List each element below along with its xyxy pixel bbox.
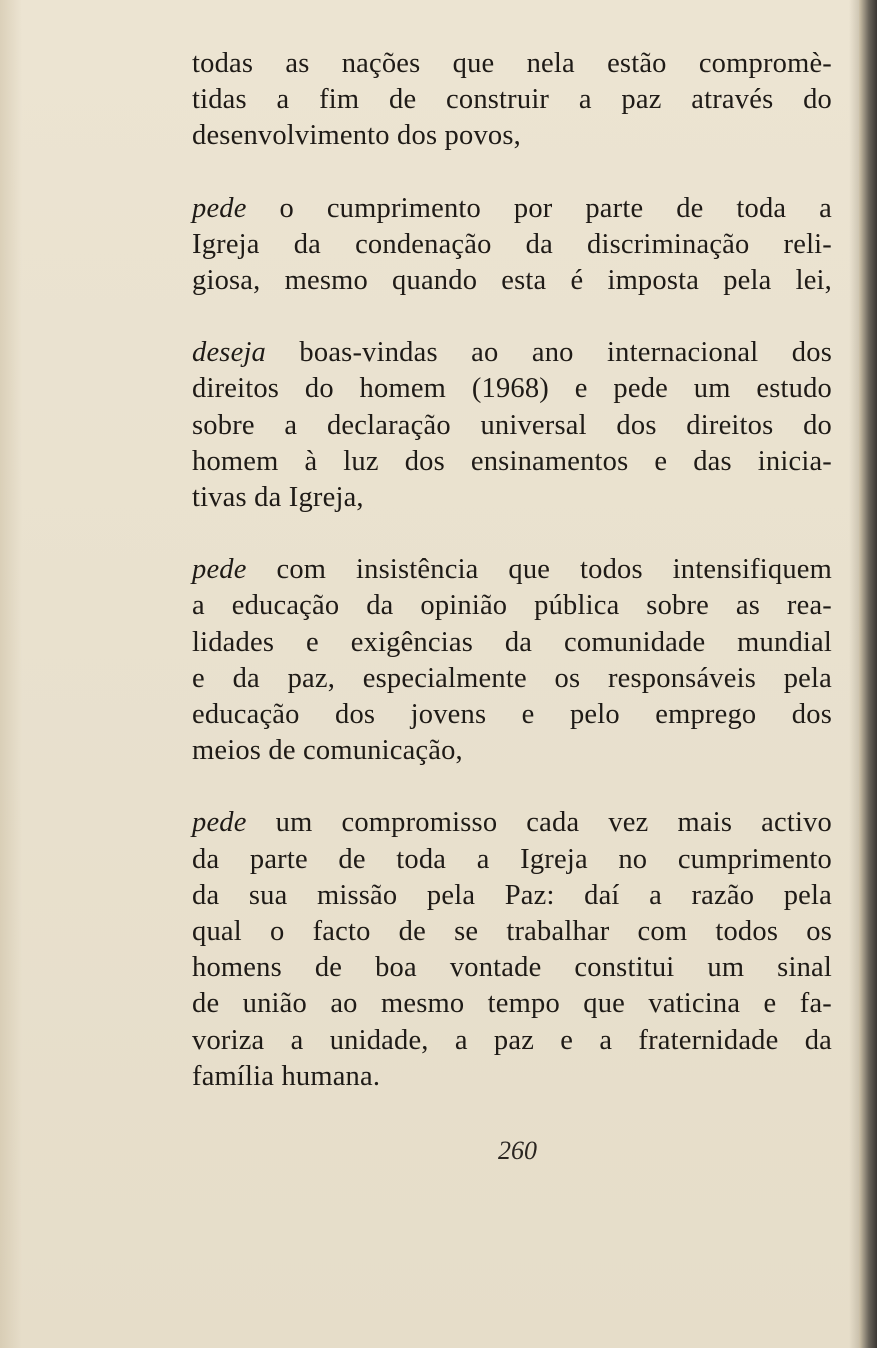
text-line: homem à luz dos ensinamentos e das inicia- [192,445,832,477]
text-line [192,335,832,371]
text-line [192,191,832,227]
lead-word: pede [192,807,247,839]
lead-word: deseja [192,337,267,369]
text-line: meios de comunicação, [192,735,463,767]
text-line: família humana. [192,1060,381,1092]
line-rest: um compromisso cada vez mais activo [275,807,832,839]
lead-word: pede [192,554,247,586]
text-line: lidades e exigências da comunidade mundial [192,626,832,658]
text-line: homens de boa vontade constitui um sinal [192,952,832,984]
text-line: giosa, mesmo quando esta é imposta pela lei, [192,265,832,297]
line-rest: com insistência que todos intensifiquem [276,554,832,586]
lead-word: pede [192,192,247,224]
text-line [192,552,832,588]
text-line: tidas a fim de construir a paz através do [192,84,832,116]
text-line: e da paz, especialmente os responsáveis pela [192,662,832,694]
line-rest: boas-vindas ao ano internacional dos [299,337,832,369]
text-line: de união ao mesmo tempo que vaticina e fa- [192,988,832,1020]
line-rest: o cumprimento por parte de toda a [279,192,832,224]
text-line: qual o facto de se trabalhar com todos os [192,916,832,948]
paragraph-4 [192,552,832,769]
text-line: voriza a unidade, a paz e a fraternidade da [192,1024,832,1056]
paragraph-2 [192,191,832,300]
paragraph-1 [192,46,832,155]
text-line: tivas da Igreja, [192,482,364,514]
text-line: educação dos jovens e pelo emprego dos [192,699,832,731]
text-line: da sua missão pela Paz: daí a razão pela [192,879,832,911]
text-line: a educação da opinião pública sobre as rea- [192,590,832,622]
text-line: todas as nações que nela estão compromè- [192,48,832,79]
text-line: da parte de toda a Igreja no cumprimento [192,843,832,875]
paragraph-5 [192,805,832,1095]
paragraph-3 [192,335,832,516]
text-line: direitos do homem (1968) e pede um estudo [192,373,832,405]
body-text [192,46,832,1131]
text-line: desenvolvimento dos povos, [192,120,521,152]
text-line: sobre a declaração universal dos direitos do [192,409,832,441]
text-line [192,805,832,841]
text-line: Igreja da condenação da discriminação reli- [192,228,832,260]
page-number: 260 [498,1136,537,1165]
